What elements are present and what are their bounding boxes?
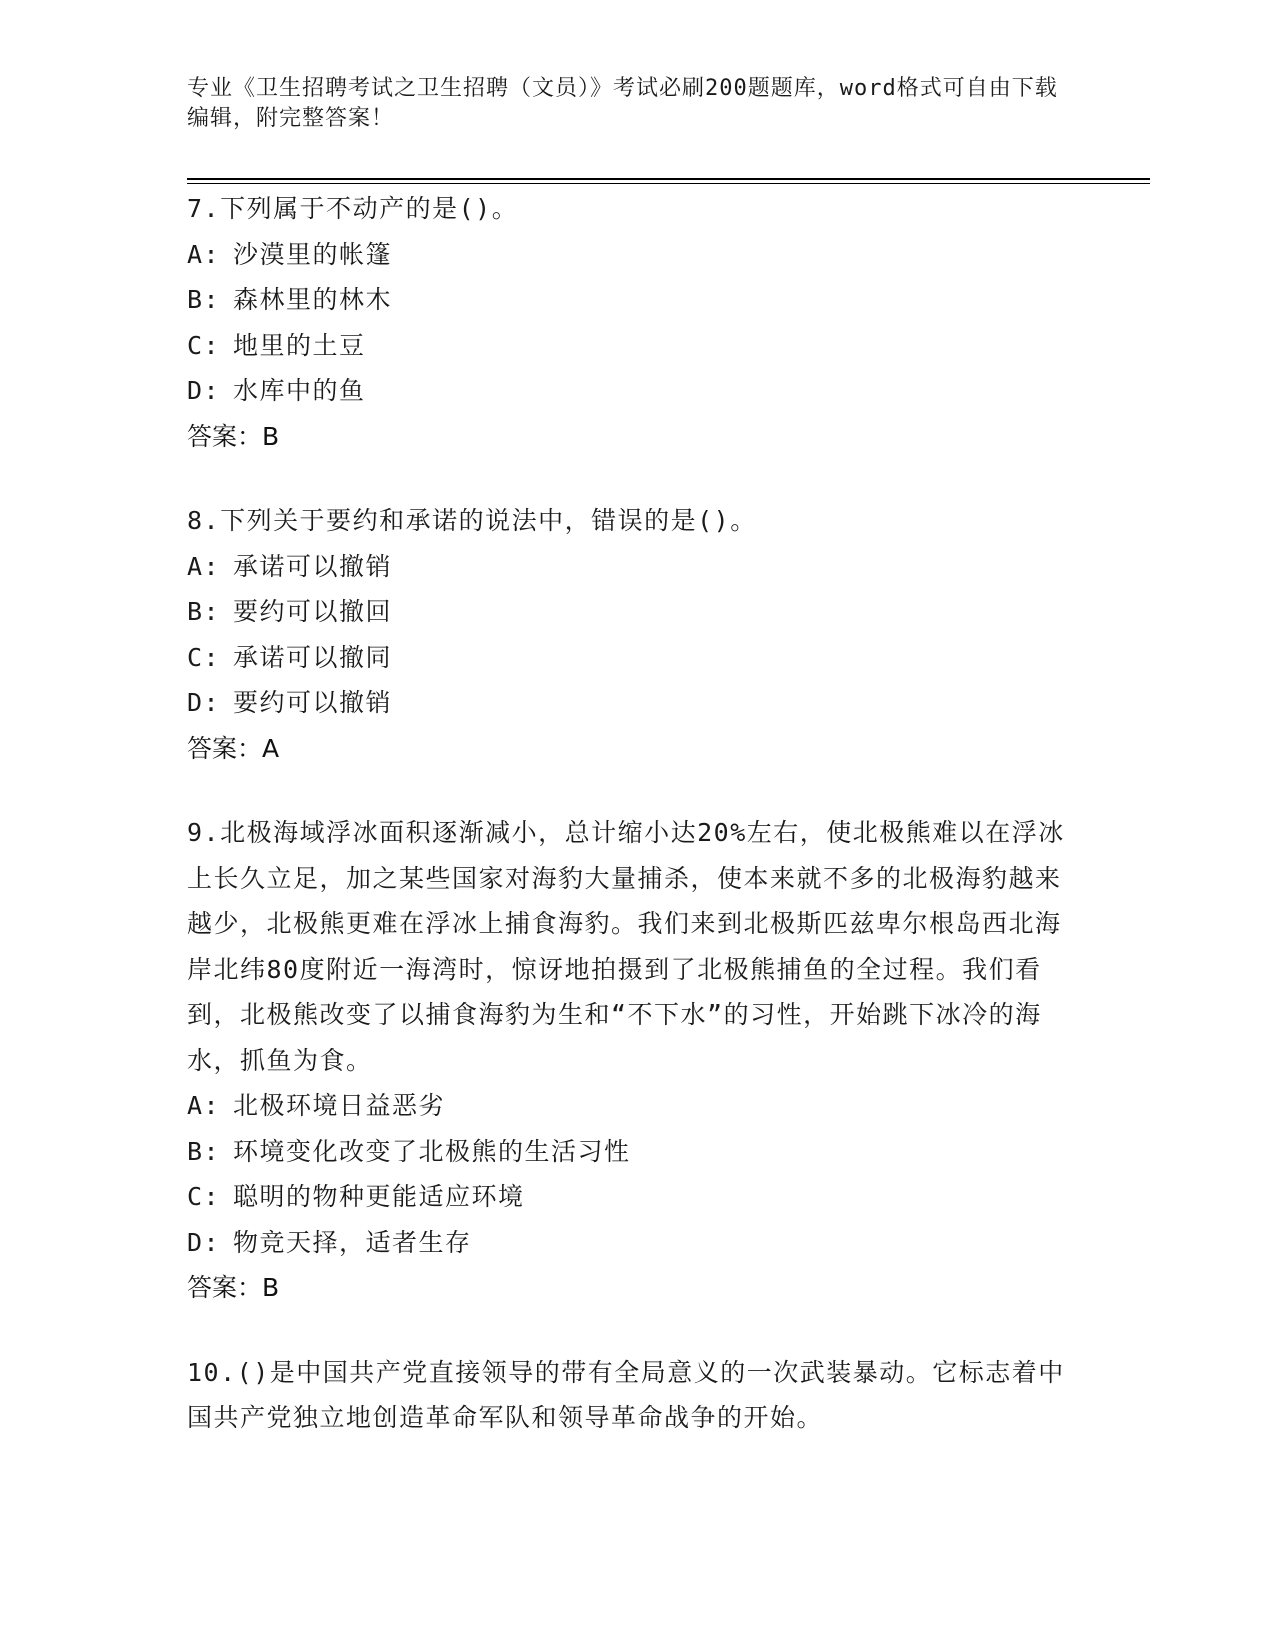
option-d — [187, 368, 1087, 414]
option-c — [187, 635, 1087, 681]
option-letter: B: — [187, 1136, 221, 1166]
option-c — [187, 1174, 1087, 1220]
question-list — [187, 186, 1087, 1480]
answer-line: 答案：B — [187, 421, 280, 451]
question-10 — [187, 1350, 1087, 1441]
option-text: 沙漠里的帐篷 — [233, 239, 393, 269]
question-stem: 9.北极海域浮冰面积逐渐减小，总计缩小达20%左右，使北极熊难以在浮冰上长久立足，加之某些国家对海豹大量捕杀，使本来就不多的北极海豹越来越少，北极熊更难在浮冰上捕食海豹。我们来到北极斯匹兹卑尔根岛西北海岸北纬80度附近一海湾时，惊讶地拍摄到了北极熊捕鱼的全过程。我们看到，北极熊改变了以捕食海豹为生和“不下水”的习性，开始跳下冰冷的海水，抓鱼为食。 — [187, 818, 1065, 1075]
option-text: 承诺可以撤销 — [233, 551, 393, 581]
question-7 — [187, 186, 1087, 459]
option-letter: D: — [187, 688, 221, 717]
option-letter: C: — [187, 1182, 221, 1211]
option-letter: A: — [187, 239, 221, 269]
option-letter: D: — [187, 1227, 221, 1257]
option-text: 承诺可以撤同 — [233, 642, 393, 672]
option-letter: A: — [187, 551, 221, 581]
option-letter: B: — [187, 285, 221, 314]
option-letter: C: — [187, 642, 221, 672]
option-d — [187, 1220, 1087, 1266]
question-stem: 8.下列关于要约和承诺的说法中，错误的是()。 — [187, 506, 757, 535]
option-a — [187, 544, 1087, 590]
option-text: 森林里的林木 — [233, 285, 393, 314]
option-text: 要约可以撤销 — [233, 688, 393, 717]
option-a — [187, 232, 1087, 278]
option-b — [187, 277, 1087, 323]
option-letter: D: — [187, 376, 221, 405]
option-text: 物竞天择，适者生存 — [233, 1227, 472, 1257]
question-stem: 10.()是中国共产党直接领导的带有全局意义的一次武装暴动。它标志着中国共产党独立地创造革命军队和领导革命战争的开始。 — [187, 1357, 1065, 1432]
option-text: 地里的土豆 — [233, 330, 366, 360]
option-letter: C: — [187, 330, 221, 360]
header-divider-thick — [187, 178, 1150, 180]
option-c — [187, 323, 1087, 369]
question-8 — [187, 498, 1087, 771]
option-text: 聪明的物种更能适应环境 — [233, 1182, 525, 1211]
answer-line: 答案：A — [187, 733, 280, 763]
option-text: 水库中的鱼 — [233, 376, 366, 405]
option-b — [187, 1129, 1087, 1175]
option-letter: A: — [187, 1091, 221, 1120]
option-text: 环境变化改变了北极熊的生活习性 — [233, 1136, 631, 1166]
option-d — [187, 680, 1087, 726]
option-text: 北极环境日益恶劣 — [233, 1091, 446, 1120]
option-a — [187, 1083, 1087, 1129]
answer-line: 答案：B — [187, 1273, 280, 1302]
option-text: 要约可以撤回 — [233, 597, 393, 626]
option-letter: B: — [187, 597, 221, 626]
option-b — [187, 589, 1087, 635]
header-divider-thin — [187, 183, 1150, 184]
question-9 — [187, 810, 1087, 1311]
document-header: 专业《卫生招聘考试之卫生招聘（文员）》考试必刷200题题库，word格式可自由下载编辑，附完整答案！ — [187, 76, 1058, 131]
question-stem: 7.下列属于不动产的是()。 — [187, 194, 519, 223]
